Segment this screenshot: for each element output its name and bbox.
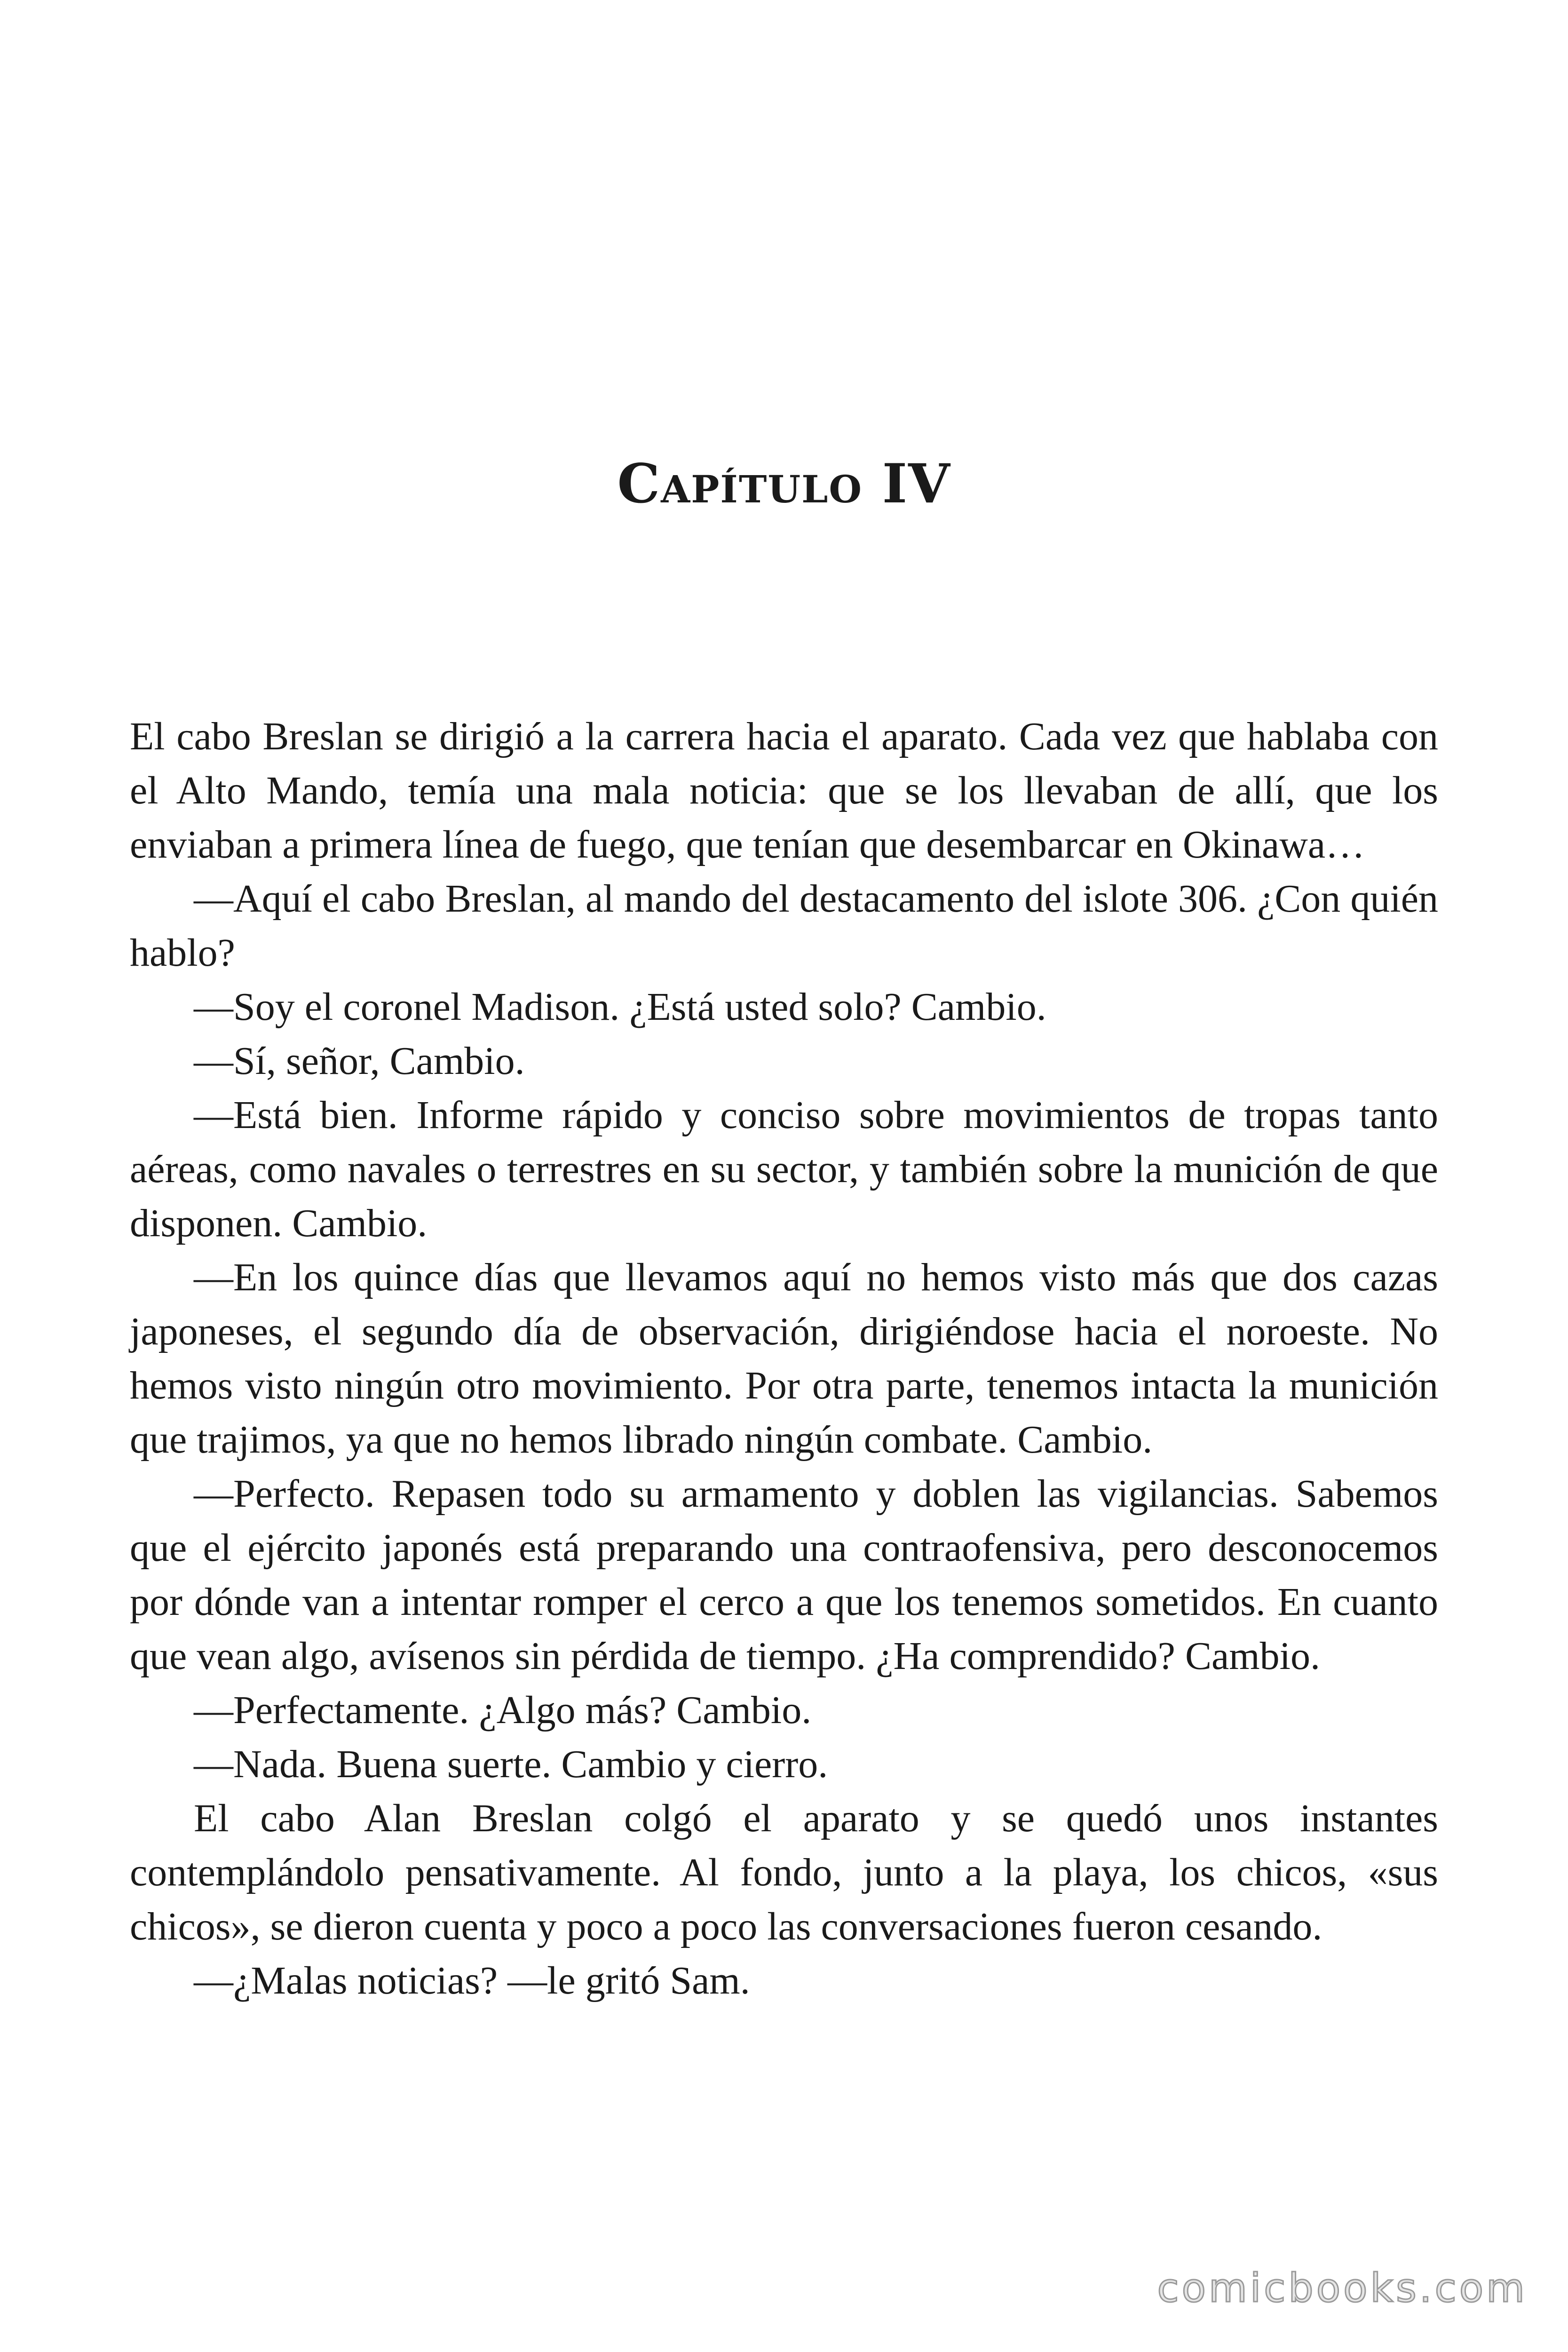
paragraph: —Está bien. Informe rápido y conciso sobre movimientos de tropas tanto aéreas, como navales o terrestres en su sector, y también sobre la munición de que disponen. Cambio. [130,1093,1438,1245]
paragraph: —Perfecto. Repasen todo su armamento y doblen las vigilancias. Sabemos que el ejército japonés está preparando una contraofensiva, pero desconocemos por dónde van a intentar romper el cerco a que los tenemos sometidos. En cuanto que vean algo, avísenos sin pérdida de tiempo. ¿Ha comprendido? Cambio. [130,1472,1438,1678]
chapter-title: Capítulo IV [617,452,951,515]
paragraph: —Perfectamente. ¿Algo más? Cambio. [194,1688,812,1732]
paragraph: El cabo Breslan se dirigió a la carrera hacia el aparato. Cada vez que hablaba con el Alto Mando, temía una mala noticia: que se los llevaban de allí, que los enviaban a primera línea de fuego, que tenían que desembarcar en Okinawa… [130,715,1438,866]
paragraph: —En los quince días que llevamos aquí no hemos visto más que dos cazas japoneses, el segundo día de observación, dirigiéndose hacia el noroeste. No hemos visto ningún otro movimiento. Por otra parte, tenemos intacta la munición que trajimos, ya que no hemos librado ningún combate. Cambio. [130,1255,1438,1462]
paragraph: —¿Malas noticias? —le gritó Sam. [194,1959,750,2002]
paragraph: —Aquí el cabo Breslan, al mando del destacamento del islote 306. ¿Con quién hablo? [130,877,1438,975]
paragraph: —Nada. Buena suerte. Cambio y cierro. [194,1742,828,1786]
paragraph: —Soy el coronel Madison. ¿Está usted solo? Cambio. [194,985,1046,1029]
chapter-body [130,709,1438,2008]
watermark: comicbooks.com [1157,2265,1528,2311]
paragraph: El cabo Alan Breslan colgó el aparato y se quedó unos instantes contemplándolo pensativamente. Al fondo, junto a la playa, los chicos, «sus chicos», se dieron cuenta y poco a poco las conversaciones fueron cesando. [130,1796,1438,1948]
paragraph: —Sí, señor, Cambio. [194,1039,525,1083]
